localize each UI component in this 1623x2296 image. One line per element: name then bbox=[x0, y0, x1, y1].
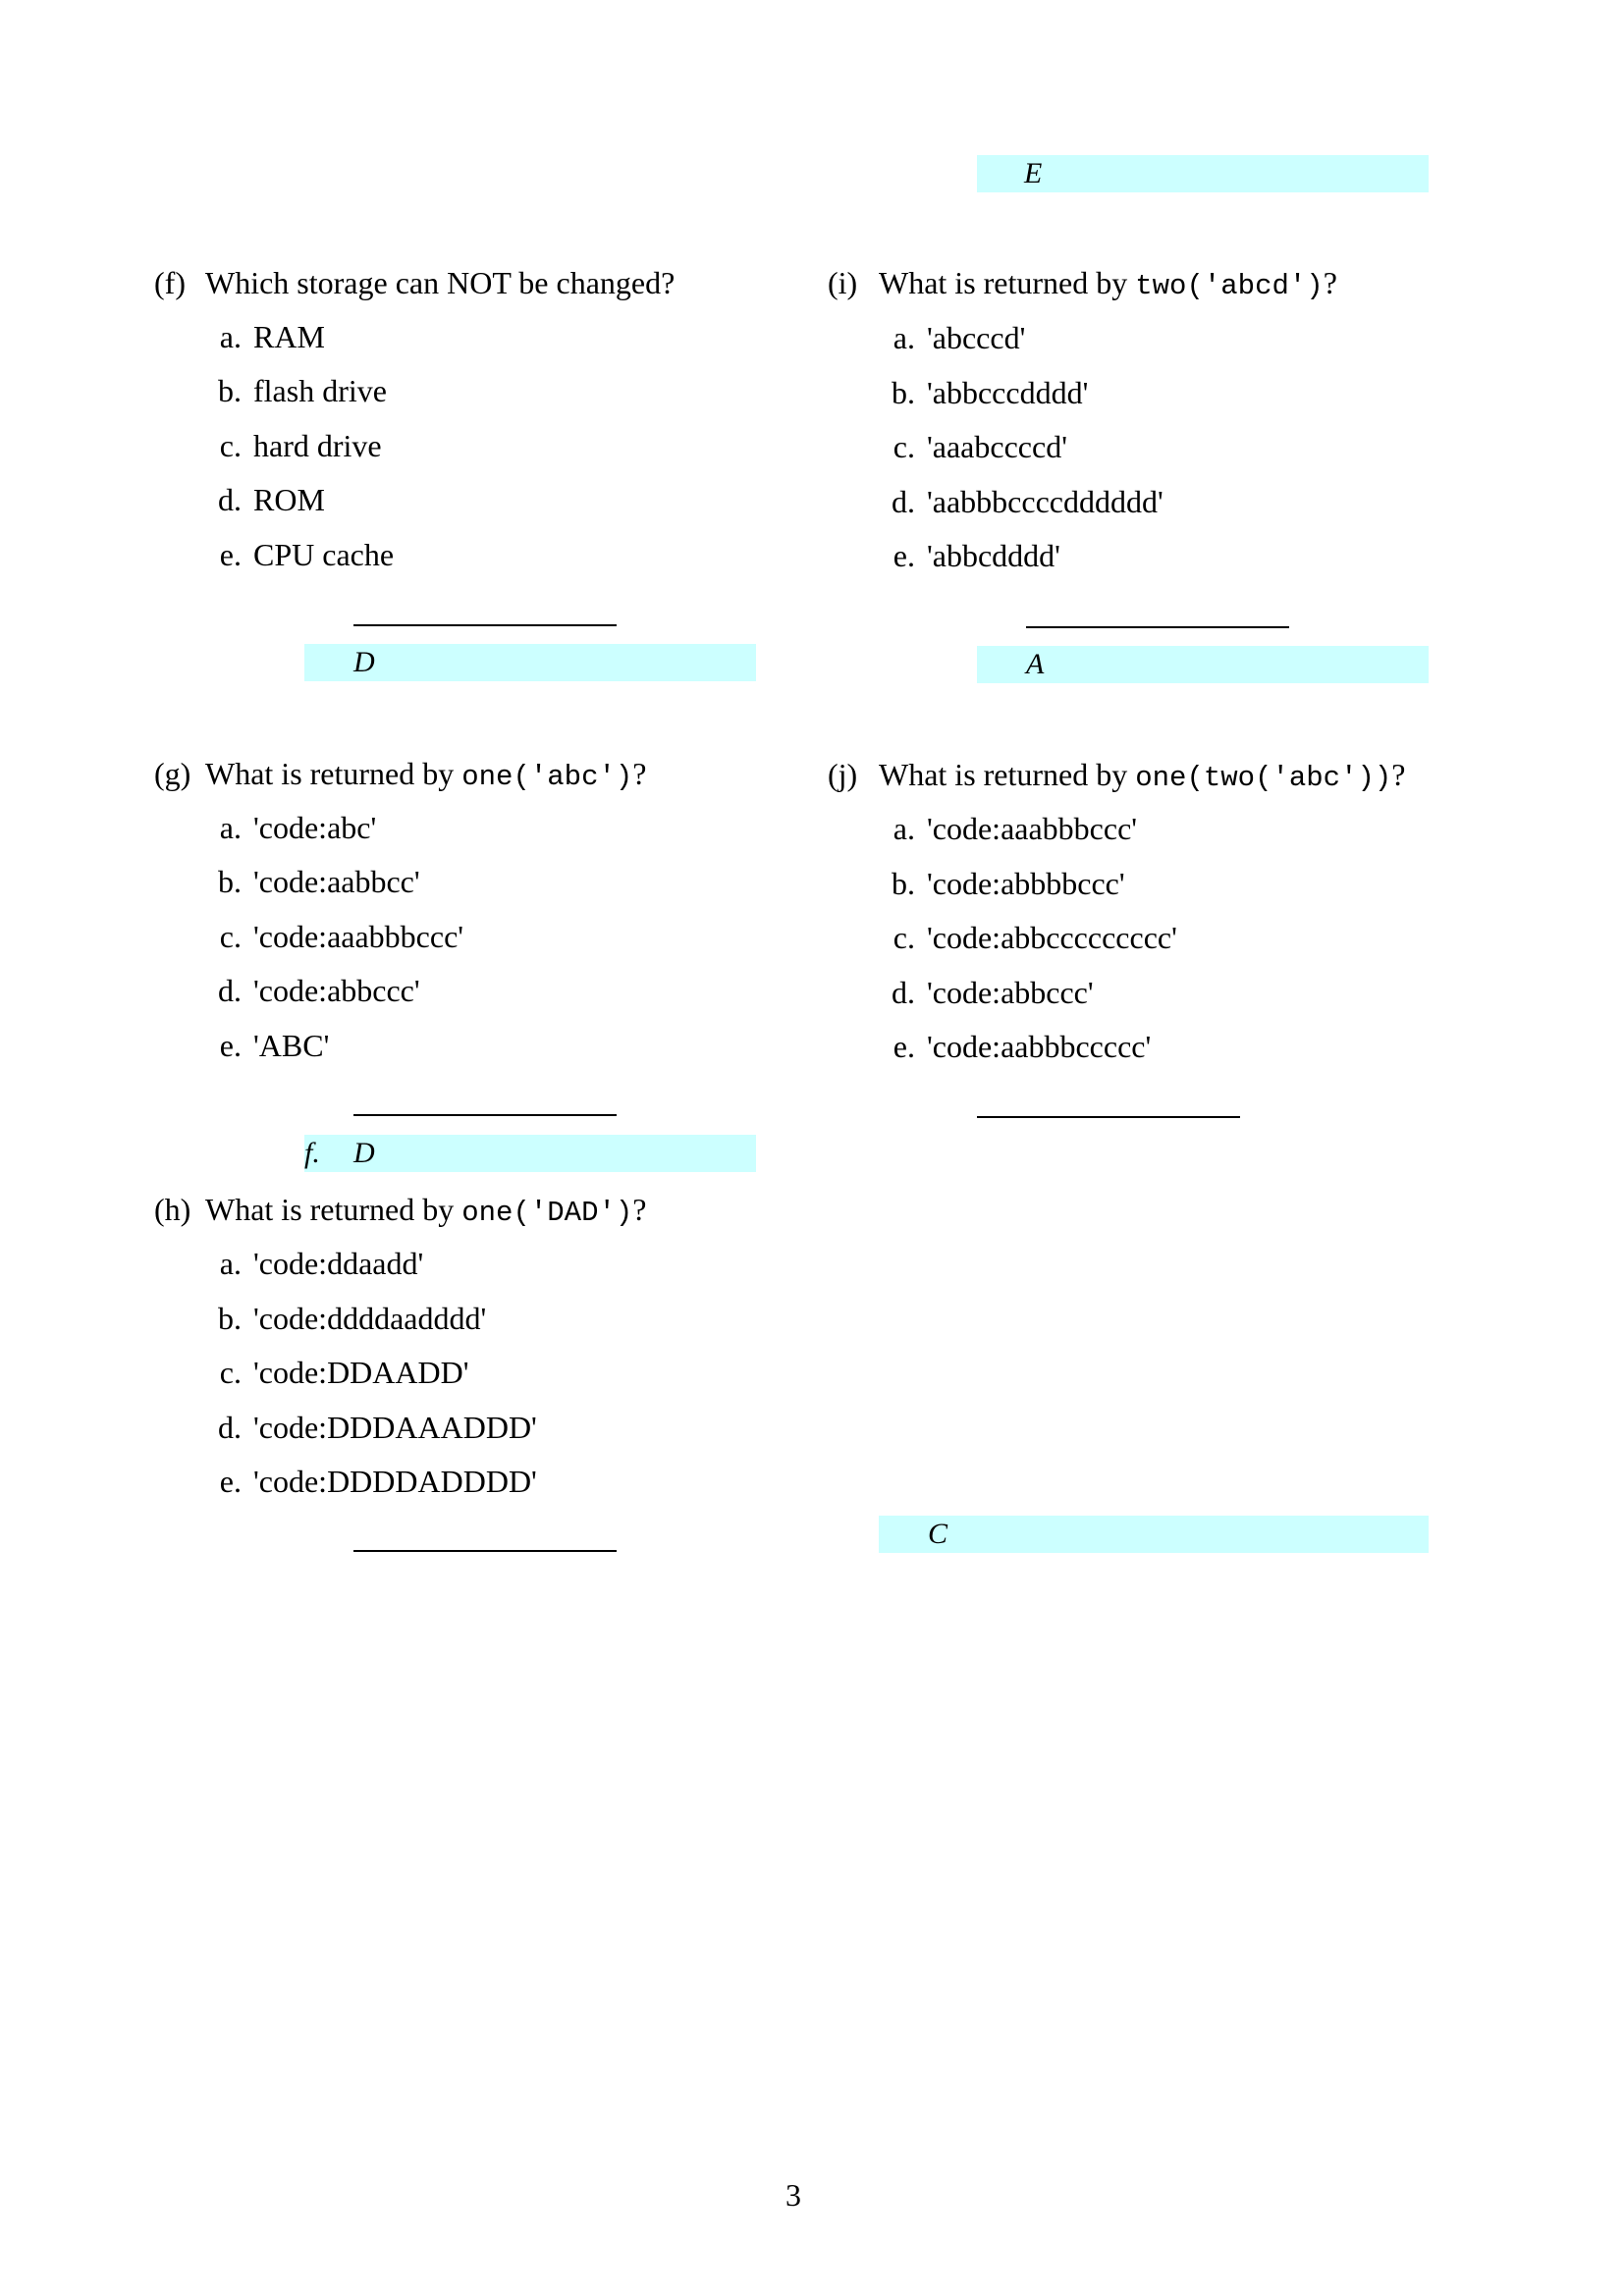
question-g-choice-a: a. 'code:abc' bbox=[219, 810, 377, 845]
question-i-choice-d: d. 'aabbbccccdddddd' bbox=[892, 484, 1163, 519]
question-j-stem: (j) What is returned by one(two('abc'))? bbox=[828, 757, 1406, 794]
question-j-choice-b: b. 'code:abbbbccc' bbox=[892, 866, 1125, 901]
question-label: (i) bbox=[828, 265, 858, 300]
question-h-choice-a: a. 'code:ddaadd' bbox=[219, 1246, 424, 1281]
question-label: (f) bbox=[154, 265, 186, 300]
question-i-choice-b: b. 'abbcccdddd' bbox=[892, 375, 1089, 410]
question-f-choice-a: a. RAM bbox=[219, 319, 325, 354]
question-f-choice-e: e. CPU cache bbox=[219, 537, 395, 572]
answer-box-g bbox=[304, 1135, 756, 1172]
question-f-choice-b: b. flash drive bbox=[218, 373, 387, 408]
answer-text: D bbox=[353, 646, 375, 678]
question-code: one('DAD') bbox=[461, 1197, 633, 1229]
question-code: two('abcd') bbox=[1135, 270, 1324, 302]
answer-box-i bbox=[977, 646, 1429, 683]
question-j-choice-d: d. 'code:abbccc' bbox=[892, 975, 1094, 1010]
question-g-stem: (g) What is returned by one('abc')? bbox=[154, 756, 647, 793]
page-number: 3 bbox=[785, 2177, 801, 2213]
answer-prefix: f. bbox=[304, 1137, 320, 1169]
question-f-stem bbox=[154, 263, 675, 302]
question-label: (g) bbox=[154, 756, 191, 791]
question-h-choice-b: b. 'code:ddddaadddd' bbox=[218, 1301, 487, 1336]
question-h-choice-e: e. 'code:DDDDADDDD' bbox=[219, 1464, 537, 1499]
answer-text: E bbox=[1024, 157, 1043, 189]
question-i-stem: (i) What is returned by two('abcd')? bbox=[828, 265, 1337, 302]
question-f-choice-c: c. hard drive bbox=[219, 428, 382, 463]
answer-blank-i[interactable] bbox=[1026, 626, 1289, 628]
question-i-choice-c: c. 'aaabccccd' bbox=[893, 429, 1067, 464]
question-g-choice-c: c. 'code:aaabbbccc' bbox=[219, 919, 464, 954]
question-label: (h) bbox=[154, 1192, 191, 1227]
answer-box-e bbox=[977, 155, 1429, 192]
question-text: What is returned by bbox=[879, 757, 1128, 792]
question-g-choice-b: b. 'code:aabbcc' bbox=[218, 864, 420, 899]
question-label: (j) bbox=[828, 757, 858, 792]
question-g-choice-d: d. 'code:abbccc' bbox=[218, 973, 420, 1008]
question-h-stem: (h) What is returned by one('DAD')? bbox=[154, 1192, 647, 1229]
question-code: one('abc') bbox=[461, 761, 633, 793]
question-h-choice-c: c. 'code:DDAADD' bbox=[219, 1355, 469, 1390]
answer-blank-g[interactable] bbox=[353, 1114, 617, 1116]
answer-text: C bbox=[928, 1518, 948, 1550]
question-j-choice-c: c. 'code:abbccccccccc' bbox=[893, 920, 1177, 955]
question-h-choice-d: d. 'code:DDDAAADDD' bbox=[218, 1410, 537, 1445]
question-i-choice-a: a. 'abcccd' bbox=[893, 320, 1026, 355]
question-text: What is returned by bbox=[205, 756, 455, 791]
question-text: Which storage can NOT be changed? bbox=[205, 265, 676, 300]
answer-box-j bbox=[879, 1516, 1429, 1553]
question-text: What is returned by bbox=[205, 1192, 455, 1227]
answer-text: D bbox=[353, 1137, 375, 1169]
answer-blank-f[interactable] bbox=[353, 624, 617, 626]
answer-text: A bbox=[1026, 648, 1045, 680]
answer-box-f bbox=[304, 644, 756, 681]
answer-blank-h[interactable] bbox=[353, 1550, 617, 1552]
answer-blank-j[interactable] bbox=[977, 1116, 1240, 1118]
question-g-choice-e: e. 'ABC' bbox=[219, 1028, 330, 1063]
question-text: What is returned by bbox=[879, 265, 1128, 300]
question-f-choice-d: d. ROM bbox=[218, 482, 325, 517]
question-i-choice-e: e. 'abbcdddd' bbox=[893, 538, 1060, 573]
question-code: one(two('abc')) bbox=[1135, 762, 1392, 794]
question-j-choice-e: e. 'code:aabbbccccc' bbox=[893, 1029, 1152, 1064]
question-j-choice-a: a. 'code:aaabbbccc' bbox=[893, 811, 1138, 846]
